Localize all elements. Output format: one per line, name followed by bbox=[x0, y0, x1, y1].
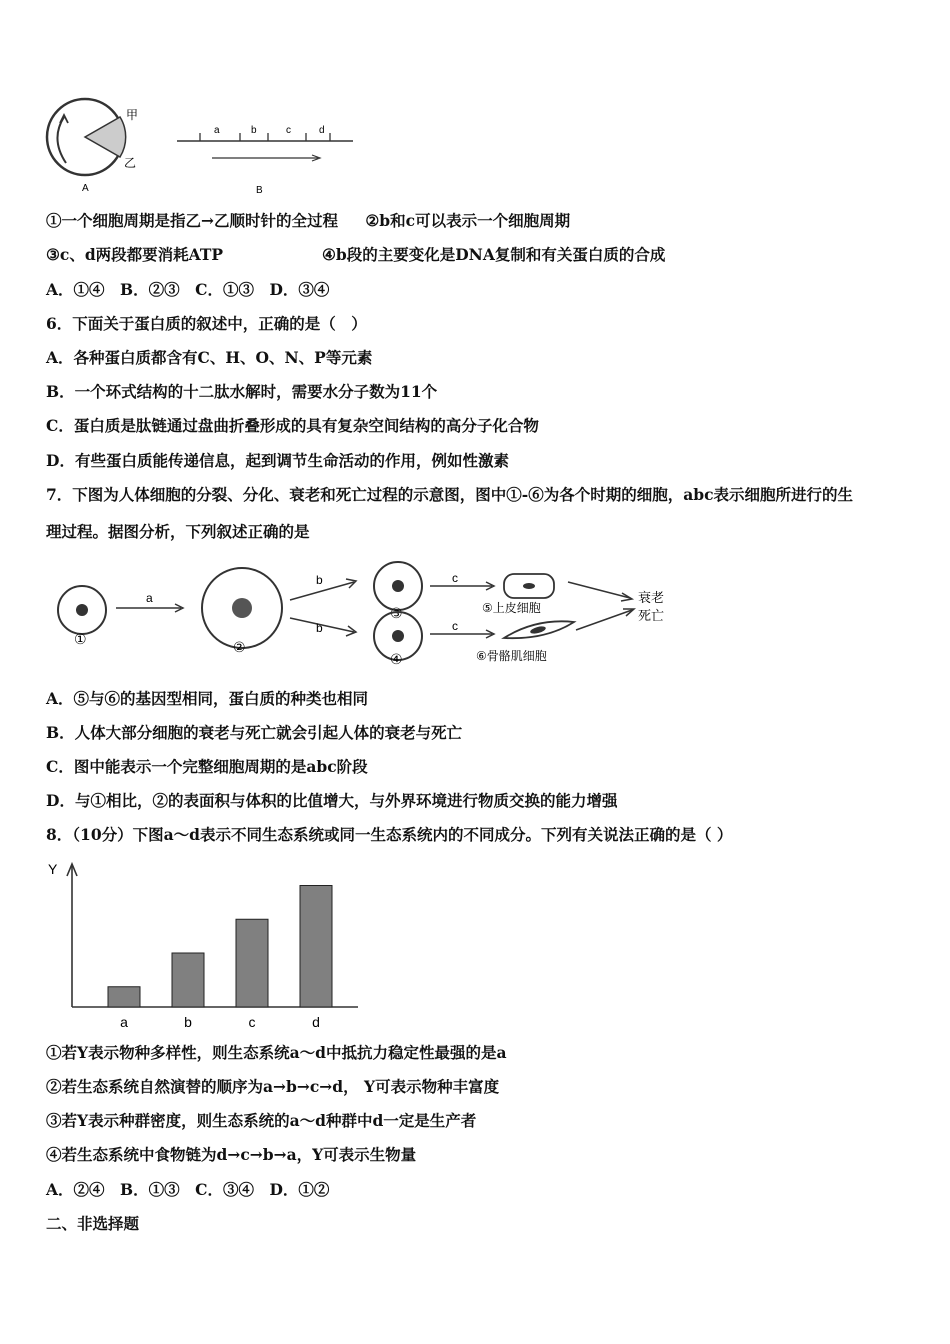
death-label: 死亡 bbox=[638, 608, 665, 623]
q5-statement-1: ①一个细胞周期是指乙→乙顺时针的全过程 bbox=[46, 211, 338, 230]
arrowhead-icon bbox=[60, 115, 68, 123]
q6-option-a: A．各种蛋白质都含有C、H、O、N、P等元素 bbox=[46, 348, 373, 367]
aging-label: 衰老 bbox=[638, 590, 665, 605]
interphase-sector bbox=[85, 117, 126, 157]
bar-d bbox=[300, 886, 332, 1008]
clockwise-arrow-arc bbox=[57, 117, 66, 163]
section-2-heading: 二、非选择题 bbox=[46, 1214, 140, 1233]
cell-5-label: ⑤上皮细胞 bbox=[482, 601, 541, 615]
process-c-down-label: c bbox=[452, 619, 458, 633]
segment-a-label: a bbox=[214, 125, 220, 136]
segment-c-label: c bbox=[286, 125, 291, 136]
q8-statement-4: ④若生态系统中食物链为d→c→b→a，Y可表示生物量 bbox=[46, 1145, 417, 1164]
cell-6-label: ⑥骨骼肌细胞 bbox=[476, 649, 547, 663]
q7-option-b: B．人体大部分细胞的衰老与死亡就会引起人体的衰老与死亡 bbox=[46, 723, 463, 742]
q5-statement-row-2 bbox=[46, 245, 665, 265]
cell-3-nucleus bbox=[392, 580, 404, 592]
caption-b: B bbox=[256, 185, 263, 196]
x-tick-label-d: d bbox=[312, 1014, 320, 1030]
q5-statement-row-1 bbox=[46, 211, 570, 231]
cell-4-nucleus bbox=[392, 630, 404, 642]
cell-cycle-figure bbox=[40, 95, 370, 200]
cell-1-label: ① bbox=[74, 631, 87, 647]
cell-6-nucleus bbox=[529, 625, 546, 635]
y-axis-label: Y bbox=[48, 861, 58, 877]
q7-option-c: C．图中能表示一个完整细胞周期的是abc阶段 bbox=[46, 757, 368, 776]
arrow-aging-down bbox=[576, 610, 632, 630]
q8-statement-2: ②若生态系统自然演替的顺序为a→b→c→d， Y可表示物种丰富度 bbox=[46, 1077, 500, 1096]
process-b-down-label: b bbox=[316, 621, 323, 635]
segment-d-label: d bbox=[319, 125, 325, 136]
process-a-label: a bbox=[146, 591, 153, 605]
segment-b-label: b bbox=[251, 125, 257, 136]
bar-a bbox=[108, 987, 140, 1007]
q6-stem: 6．下面关于蛋白质的叙述中，正确的是（ ） bbox=[46, 314, 367, 333]
q6-option-b: B．一个环式结构的十二肽水解时，需要水分子数为11个 bbox=[46, 382, 438, 401]
q8-stem: 8．（10分）下图a～d表示不同生态系统或同一生态系统内的不同成分。下列有关说法正确的是（ ） bbox=[46, 825, 733, 844]
bar-b bbox=[172, 953, 204, 1007]
cell-2-nucleus bbox=[232, 598, 252, 618]
q7-option-d: D．与①相比，②的表面积与体积的比值增大，与外界环境进行物质交换的能力增强 bbox=[46, 791, 618, 810]
cell-3-label: ③ bbox=[390, 605, 403, 621]
x-tick-label-a: a bbox=[120, 1014, 128, 1030]
q5-statement-3: ③c、d两段都要消耗ATP bbox=[46, 245, 224, 264]
q7-stem-line-2: 理过程。据图分析，下列叙述正确的是 bbox=[46, 522, 310, 541]
cell-process-diagram bbox=[46, 560, 686, 668]
cell-5-nucleus bbox=[523, 583, 535, 589]
q7-stem-line-1: 7．下图为人体细胞的分裂、分化、衰老和死亡过程的示意图，图中①-⑥为各个时期的细胞，abc表示细胞所进行的生 bbox=[46, 485, 854, 504]
q7-option-a: A．⑤与⑥的基因型相同，蛋白质的种类也相同 bbox=[46, 689, 369, 708]
caption-a: A bbox=[82, 183, 89, 194]
q5-statement-2: ②b和c可以表示一个细胞周期 bbox=[365, 211, 571, 230]
bar-c bbox=[236, 919, 268, 1007]
q8-statement-3: ③若Y表示种群密度，则生态系统的a～d种群中d一定是生产者 bbox=[46, 1111, 477, 1130]
bar-chart bbox=[40, 852, 380, 1032]
process-b-up-label: b bbox=[316, 573, 323, 587]
label-jia: 甲 bbox=[126, 108, 139, 122]
label-yi: 乙 bbox=[124, 156, 137, 170]
cell-1-nucleus bbox=[76, 604, 88, 616]
cell-4-label: ④ bbox=[390, 651, 403, 667]
q5-statement-4: ④b段的主要变化是DNA复制和有关蛋白质的合成 bbox=[322, 245, 666, 264]
q5-options: A．①④ B．②③ C．①③ D．③④ bbox=[46, 280, 330, 299]
x-tick-label-c: c bbox=[248, 1014, 256, 1030]
q6-option-c: C．蛋白质是肽链通过盘曲折叠形成的具有复杂空间结构的高分子化合物 bbox=[46, 416, 539, 435]
x-tick-label-b: b bbox=[184, 1014, 192, 1030]
q6-option-d: D．有些蛋白质能传递信息，起到调节生命活动的作用，例如性激素 bbox=[46, 451, 509, 470]
process-c-up-label: c bbox=[452, 571, 458, 585]
bar-group bbox=[108, 886, 332, 1031]
cell-2-label: ② bbox=[233, 639, 246, 655]
q8-statement-1: ①若Y表示物种多样性，则生态系统a～d中抵抗力稳定性最强的是a bbox=[46, 1043, 507, 1062]
q8-options: A．②④ B．①③ C．③④ D．①② bbox=[46, 1180, 330, 1199]
arrow-aging-up bbox=[568, 582, 630, 598]
